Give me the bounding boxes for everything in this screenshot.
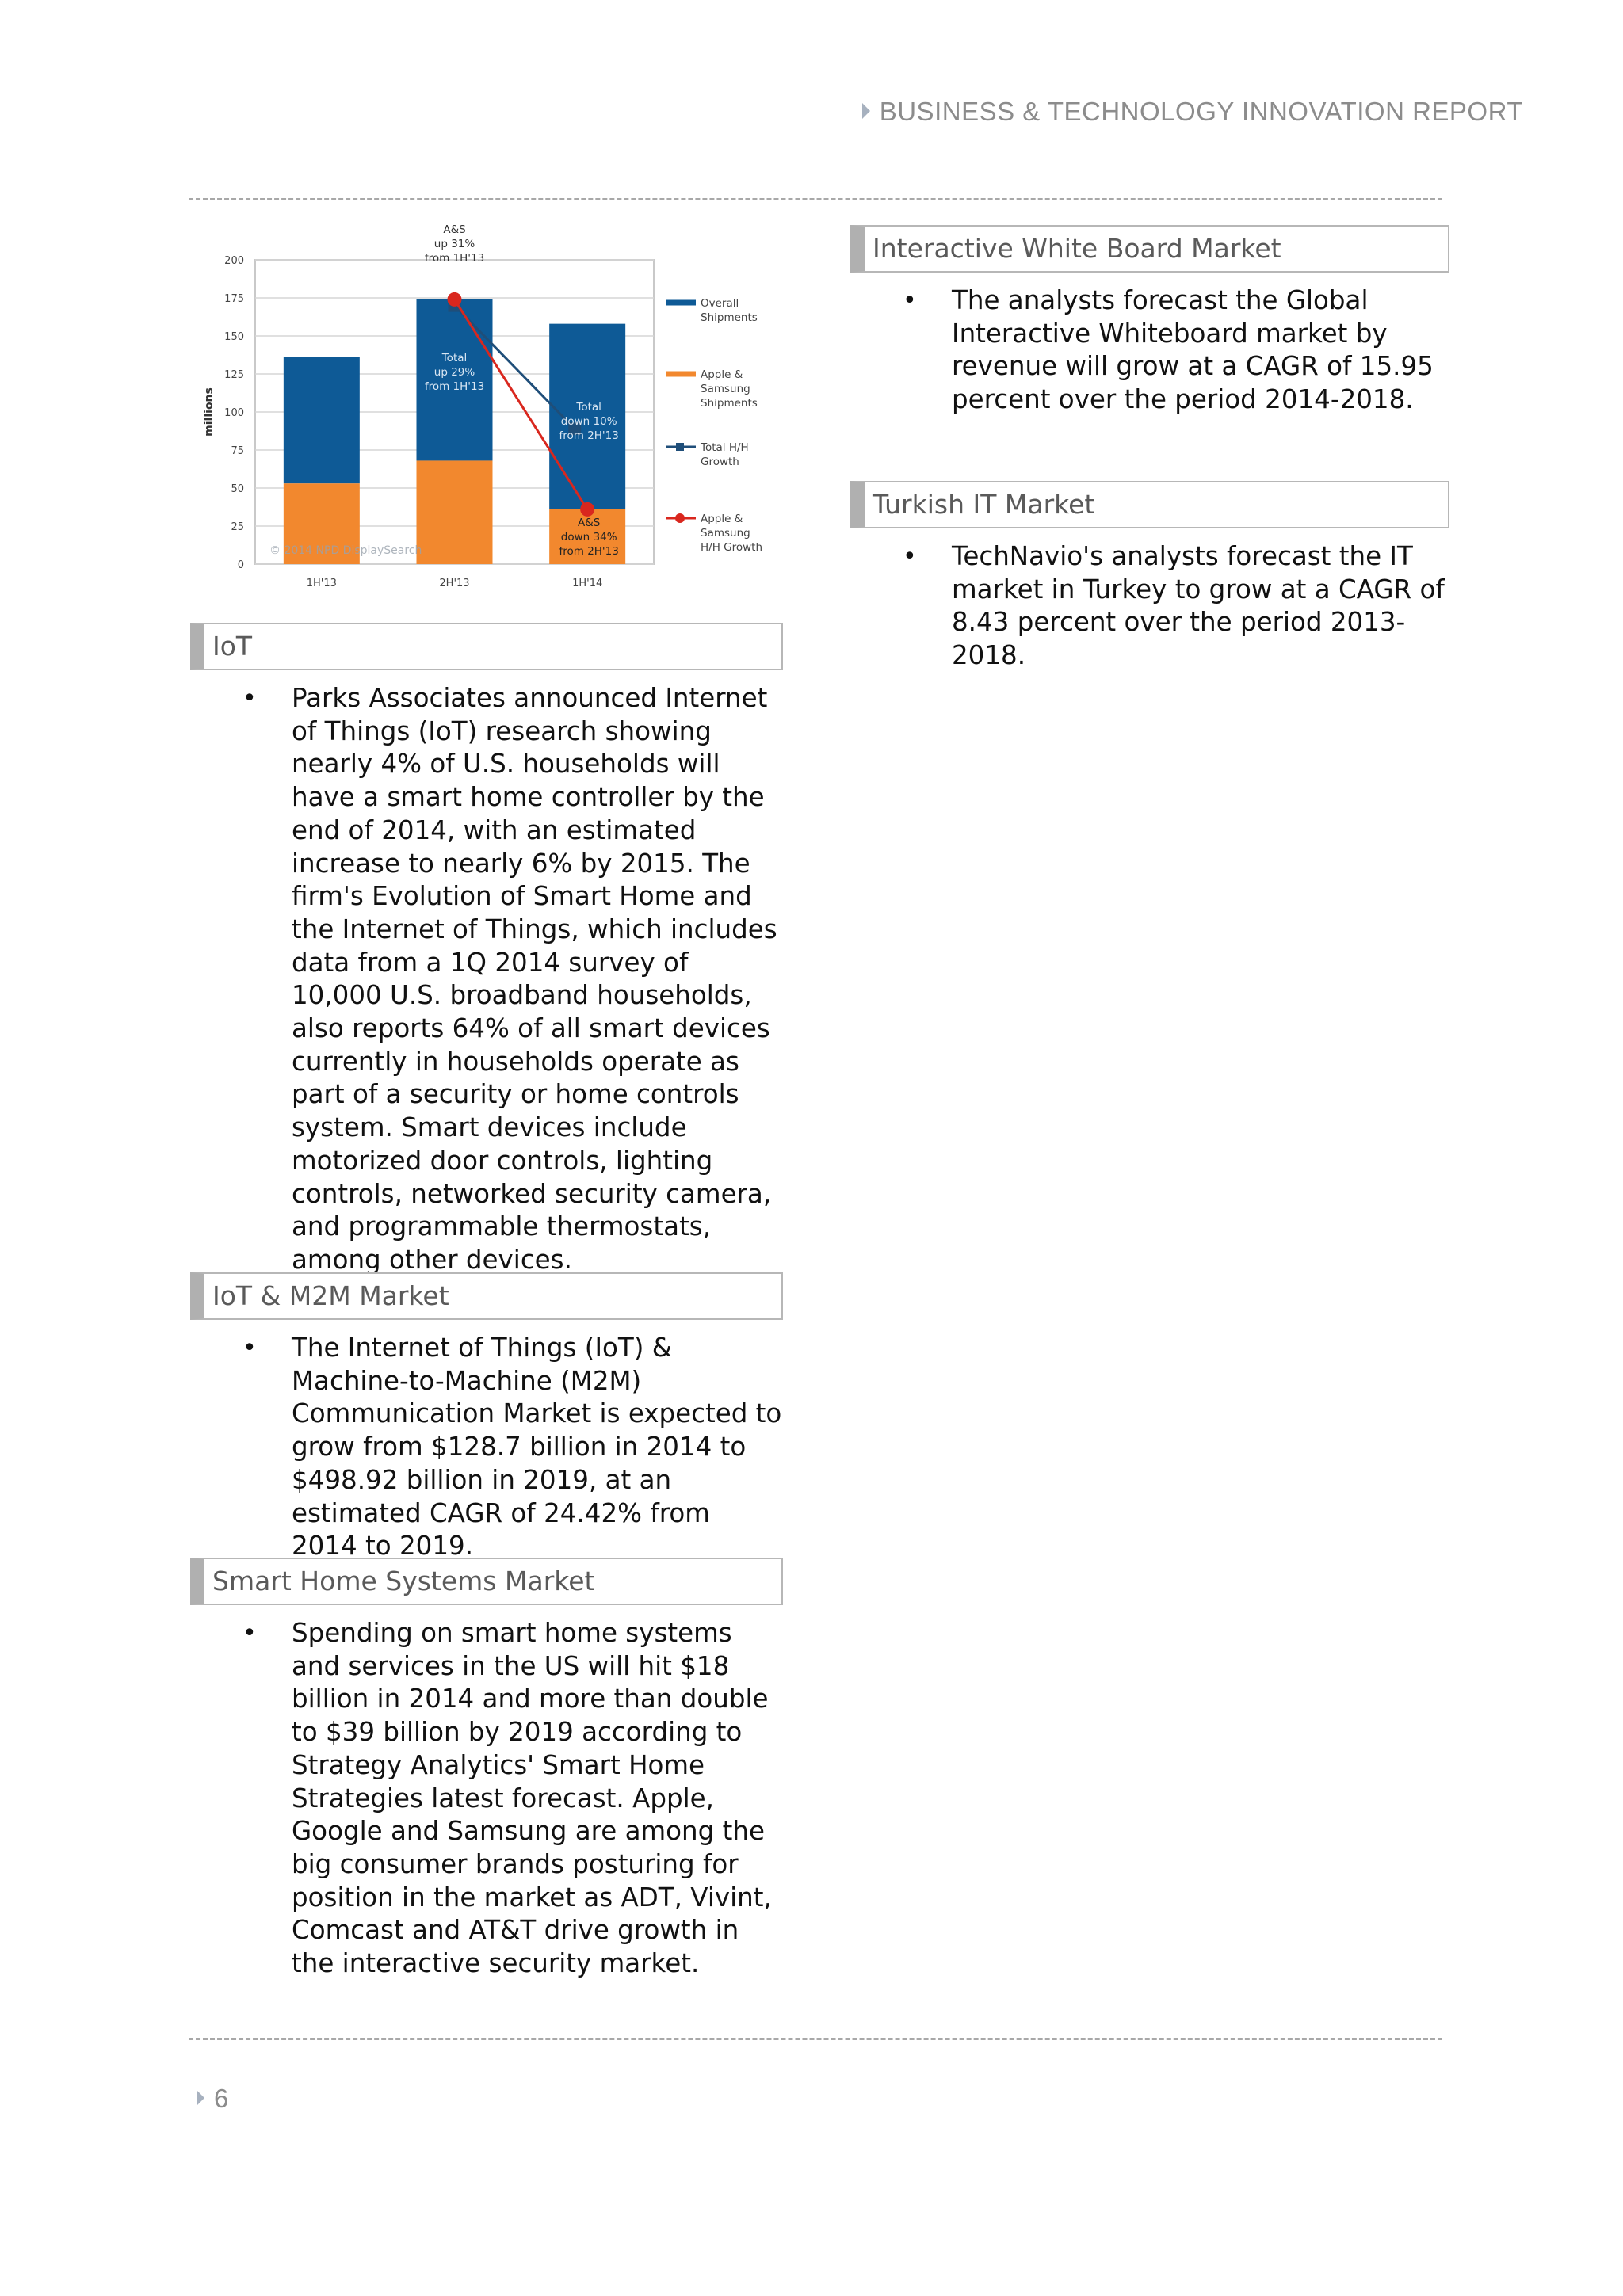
annotation-text: from 2H'13 bbox=[559, 545, 619, 558]
legend-label: Overall bbox=[701, 297, 739, 310]
section-iot bbox=[190, 623, 783, 1277]
bullet-icon: • bbox=[242, 1619, 257, 1647]
y-tick-label: 150 bbox=[224, 331, 244, 343]
annotation-text: up 29% bbox=[433, 366, 475, 379]
chart-svg bbox=[190, 215, 792, 604]
annotation-text: down 10% bbox=[560, 415, 617, 428]
bullet-list bbox=[190, 1617, 783, 1981]
bullet-list bbox=[190, 1332, 783, 1563]
list-item bbox=[190, 1617, 783, 1981]
list-item-text: The Internet of Things (IoT) & Machine-to-Machine (M2M) Communication Market is expected to grow from $128.7 billion in 2014 to $498.92 billion in 2019, at an estimated CAGR of 24.42% from 2014 to 2019. bbox=[292, 1333, 782, 1562]
section-heading: Interactive White Board Market bbox=[850, 225, 1449, 273]
x-tick-label: 2H'13 bbox=[439, 578, 470, 589]
y-tick-label: 100 bbox=[224, 407, 244, 419]
section-heading: Smart Home Systems Market bbox=[190, 1558, 783, 1605]
list-item-text: The analysts forecast the Global Interactive Whiteboard market by revenue will grow at a CAGR of 15.95 percent over the period 2014-2018. bbox=[952, 285, 1434, 415]
y-axis-label: millions bbox=[203, 387, 216, 437]
legend-label: Samsung bbox=[701, 527, 750, 540]
section-interactive-whiteboard bbox=[850, 225, 1449, 417]
section-smart-home bbox=[190, 1558, 783, 1981]
annotation-text: A&S bbox=[577, 517, 601, 529]
list-item-text: Parks Associates announced Internet of Things (IoT) research showing nearly 4% of U.S. households will have a smart home controller by the end of 2014, with an estimated increase to nearly 6% by 2015. The firm's Evolution of Smart Home and the Internet of Things, which includes data from a 1Q 2014 survey of 10,000 U.S. broadband households, also reports 64% of all smart devices currently in households operate as part of a security or home controls system. Smart devices include motorized door controls, lighting controls, networked security camera, and programmable thermostats, among other devices. bbox=[292, 683, 777, 1275]
y-tick-label: 25 bbox=[231, 521, 244, 533]
annotation-text: Total bbox=[576, 401, 601, 414]
list-item-text: Spending on smart home systems and services in the US will hit $18 billion in 2014 and more than double to $39 billion by 2019 according to Strategy Analytics' Smart Home Strategies latest forecast. Apple, Google and Samsung are among the big consumer brands posturing for position in the market as ADT, Vivint, Comcast and AT&T drive growth in the interactive security market. bbox=[292, 1618, 772, 1979]
bullet-list bbox=[190, 682, 783, 1277]
shipments-chart bbox=[190, 215, 792, 604]
annotation-text: A&S bbox=[443, 223, 466, 236]
annotation-text: Total bbox=[441, 352, 468, 364]
marker-as-growth bbox=[448, 292, 462, 307]
page-footer bbox=[197, 2084, 228, 2114]
list-item-text: TechNavio's analysts forecast the IT market in Turkey to grow at a CAGR of 8.43 percent over the period 2013-2018. bbox=[952, 541, 1445, 671]
top-divider bbox=[189, 198, 1442, 200]
section-heading: IoT bbox=[190, 623, 783, 670]
annotation-text: from 1H'13 bbox=[424, 380, 485, 393]
legend-label: Total H/H bbox=[701, 441, 749, 454]
x-tick-label: 1H'13 bbox=[306, 578, 337, 589]
legend-marker bbox=[675, 513, 685, 523]
bullet-icon: • bbox=[903, 287, 917, 315]
annotation-text: from 2H'13 bbox=[559, 429, 619, 442]
list-item bbox=[190, 682, 783, 1277]
y-tick-label: 0 bbox=[237, 559, 244, 571]
report-header bbox=[862, 97, 1523, 127]
y-tick-label: 200 bbox=[224, 255, 244, 267]
report-title: BUSINESS & TECHNOLOGY INNOVATION REPORT bbox=[879, 97, 1523, 126]
legend-label: Samsung bbox=[701, 383, 750, 395]
legend-label: Apple & bbox=[701, 368, 743, 381]
legend-label: H/H Growth bbox=[701, 541, 763, 554]
legend-label: Shipments bbox=[701, 311, 758, 324]
y-tick-label: 175 bbox=[224, 293, 244, 305]
bullet-icon: • bbox=[903, 543, 917, 570]
list-item bbox=[190, 1332, 783, 1563]
list-item bbox=[850, 540, 1449, 673]
y-tick-label: 75 bbox=[231, 445, 244, 457]
page-number: 6 bbox=[214, 2084, 229, 2113]
annotation-text: from 1H'13 bbox=[424, 252, 485, 265]
bullet-list bbox=[850, 540, 1449, 673]
bottom-divider bbox=[189, 2038, 1442, 2040]
list-item bbox=[850, 284, 1449, 417]
legend-label: Shipments bbox=[701, 397, 758, 410]
triangle-right-icon bbox=[862, 103, 870, 119]
legend-label: Apple & bbox=[701, 513, 743, 525]
annotation-text: down 34% bbox=[560, 531, 617, 543]
legend-marker bbox=[676, 443, 684, 451]
marker-as-growth bbox=[580, 502, 594, 517]
x-tick-label: 1H'14 bbox=[572, 578, 603, 589]
section-heading: IoT & M2M Market bbox=[190, 1272, 783, 1320]
watermark-text: © 2014 NPD DisplaySearch bbox=[269, 544, 422, 557]
bar-apple-samsung bbox=[417, 460, 493, 564]
section-heading: Turkish IT Market bbox=[850, 481, 1449, 528]
bullet-list bbox=[850, 284, 1449, 417]
bar-overall bbox=[284, 357, 360, 483]
bullet-icon: • bbox=[242, 1334, 257, 1362]
legend-label: Growth bbox=[701, 456, 739, 468]
bullet-icon: • bbox=[242, 685, 257, 712]
triangle-right-icon bbox=[197, 2090, 204, 2106]
annotation-text: up 31% bbox=[433, 238, 475, 250]
y-tick-label: 50 bbox=[231, 483, 244, 495]
y-tick-label: 125 bbox=[224, 369, 244, 381]
section-iot-m2m bbox=[190, 1272, 783, 1563]
section-turkish-it bbox=[850, 481, 1449, 673]
